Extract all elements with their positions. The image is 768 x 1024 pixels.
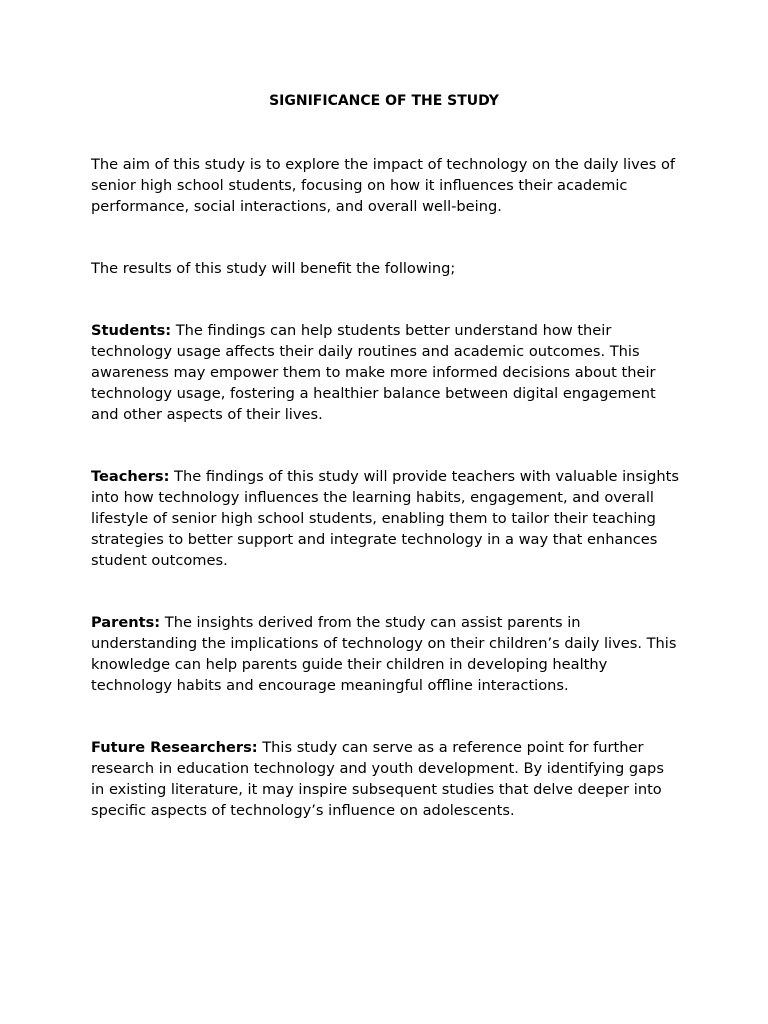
beneficiary-students-paragraph: [91, 321, 681, 426]
results-paragraph: The results of this study will benefit the following;: [91, 260, 456, 277]
beneficiary-text: The insights derived from the study can assist parents in understanding the implications of technology on their children’s daily lives. This knowledge can help parents guide their children in developing healthy technology habits and encourage meaningful offline interactions.: [91, 614, 677, 694]
beneficiary-text: The findings of this study will provide teachers with valuable insights into how technology influences the learning habits, engagement, and overall lifestyle of senior high school students, enabling them to tailor their teaching strategies to better support and integrate technology in a way that enhances student outcomes.: [91, 468, 679, 569]
intro-paragraph: The aim of this study is to explore the impact of technology on the daily lives of senior high school students, focusing on how it influences their academic performance, social interactions, and overall well-being.: [91, 156, 676, 215]
document-title: SIGNIFICANCE OF THE STUDY: [269, 93, 499, 109]
beneficiary-future-researchers-paragraph: [91, 738, 681, 822]
beneficiary-label: Students:: [91, 322, 172, 339]
beneficiary-text: This study can serve as a reference point for further research in education technology and youth development. By identifying gaps in existing literature, it may inspire subsequent studies that delve deeper into specific aspects of technology’s influence on adolescents.: [91, 739, 664, 819]
beneficiary-parents-paragraph: [91, 613, 681, 697]
beneficiary-label: Future Researchers:: [91, 739, 258, 756]
beneficiary-label: Teachers:: [91, 468, 170, 485]
beneficiary-teachers-paragraph: [91, 467, 681, 572]
beneficiary-label: Parents:: [91, 614, 161, 631]
beneficiary-text: The findings can help students better understand how their technology usage affects their daily routines and academic outcomes. This awareness may empower them to make more informed decisions about their technology usage, fostering a healthier balance between digital engagement and other aspects of their lives.: [91, 322, 656, 423]
